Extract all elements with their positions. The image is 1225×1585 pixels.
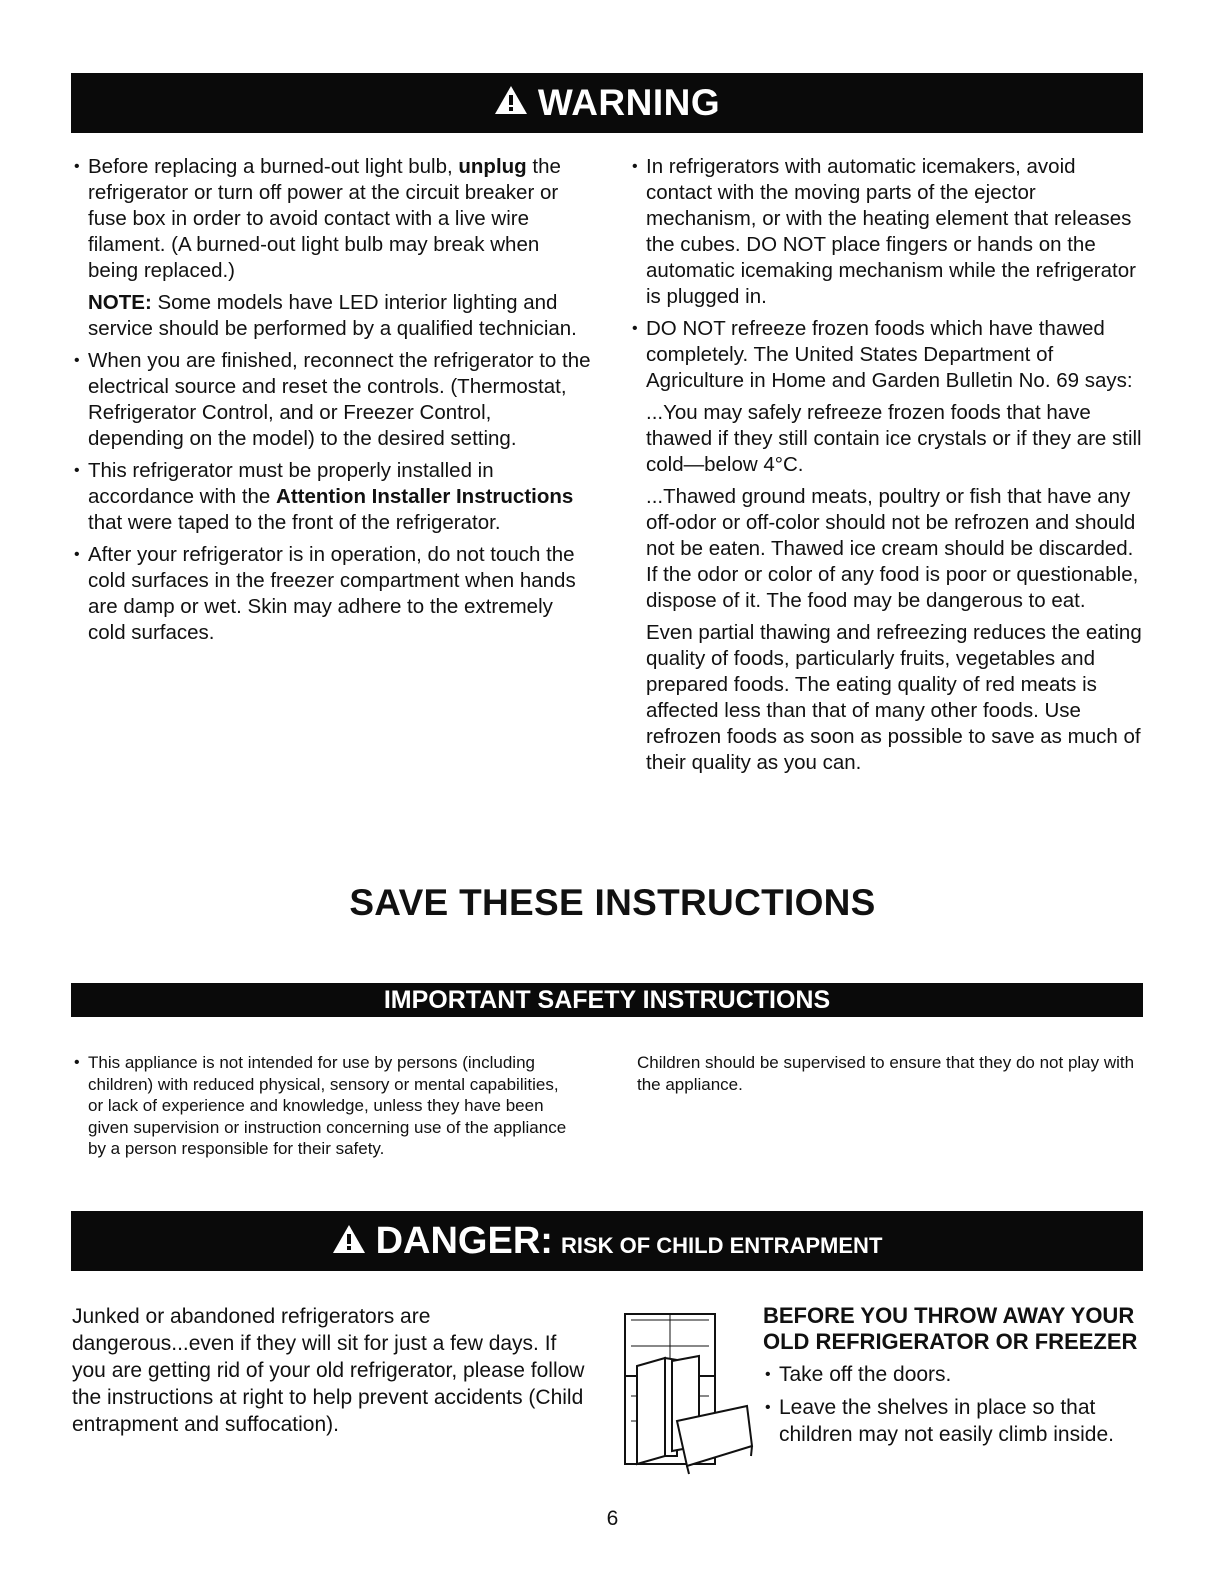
warning-note: NOTE: Some models have LED interior lighting and service should be performed by a qualified technician. <box>88 291 577 340</box>
danger-instructions-heading: BEFORE YOU THROW AWAY YOUR OLD REFRIGERATOR OR FREEZER <box>763 1303 1138 1354</box>
danger-instructions <box>763 1303 1148 1454</box>
warning-title: WARNING <box>537 82 721 123</box>
important-item-appliance-use: • This appliance is not intended for use by persons (including children) with reduced physical, sensory or mental capabilities, or lack of experience and knowledge, unless they have been given supervision or instruction concerning use of the appliance by a person responsible for their safety. <box>72 1052 577 1160</box>
quote-refreeze-safe: ...You may safely refreeze frozen foods that have thawed if they still contain ice crystals or if they are still cold—below 4°C. <box>646 401 1142 476</box>
warning-item-refreeze: • DO NOT refreeze frozen foods which have thawed completely. The United States Department of Agriculture in Home and Garden Bulletin No. 69 says: <box>630 316 1145 394</box>
quote-eating-quality: Even partial thawing and refreezing reduces the eating quality of foods, particularly fruits, vegetables and prepared foods. The eating quality of red meats is affected less than that of many other foods. Use refrozen foods as soon as possible to save as much of their quality as you can. <box>646 621 1142 774</box>
important-safety-banner: IMPORTANT SAFETY INSTRUCTIONS <box>71 983 1143 1017</box>
important-left-text <box>72 1052 577 1166</box>
danger-bullet-doors: • Take off the doors. <box>763 1361 1148 1388</box>
page-number: 6 <box>606 1507 619 1530</box>
warning-item-cold-surfaces: • After your refrigerator is in operation, do not touch the cold surfaces in the freezer compartment when hands are damp or wet. Skin may adhere to the extremely cold surfaces. <box>72 542 592 646</box>
danger-intro-paragraph: Junked or abandoned refrigerators are dangerous...even if they will sit for just a few days. If you are getting rid of your old refrigerator, please follow the instructions at right to help prevent accidents (Child entrapment and suffocation). <box>72 1305 585 1436</box>
important-right-text <box>637 1052 1142 1101</box>
refrigerator-illustration <box>617 1306 755 1478</box>
quote-thawed-meats: ...Thawed ground meats, poultry or fish that have any off-odor or off-color should not be refrozen and should not be eaten. Thawed ice cream should be discarded. If the odor or color of any food is poor or questionable, dispose of it. The food may be dangerous to eat. <box>646 485 1139 612</box>
warning-item-light-bulb: • Before replacing a burned-out light bulb, unplug the refrigerator or turn off power at the circuit breaker or fuse box in order to avoid contact with a live wire filament. (A burned-out light bulb may break when being replaced.) <box>72 154 592 284</box>
danger-triangle-icon <box>332 1224 366 1259</box>
warning-banner <box>71 73 1143 133</box>
danger-title: DANGER: <box>375 1219 553 1262</box>
danger-banner <box>71 1211 1143 1271</box>
danger-intro-text <box>72 1303 592 1444</box>
danger-bullet-shelves: • Leave the shelves in place so that children may not easily climb inside. <box>763 1394 1148 1448</box>
warning-item-install: • This refrigerator must be properly installed in accordance with the Attention Installer Instructions that were taped to the front of the refrigerator. <box>72 458 592 536</box>
danger-subtitle: RISK OF CHILD ENTRAPMENT <box>560 1233 883 1258</box>
warning-item-icemaker: • In refrigerators with automatic icemakers, avoid contact with the moving parts of the ejector mechanism, or with the heating element that releases the cubes. DO NOT place fingers or hands on the automatic icemaking mechanism while the refrigerator is plugged in. <box>630 154 1145 310</box>
warning-right-column <box>630 154 1145 782</box>
warning-left-column <box>72 154 592 652</box>
warning-triangle-icon <box>494 82 528 124</box>
important-item-children: Children should be supervised to ensure that they do not play with the appliance. <box>637 1053 1135 1094</box>
save-instructions-heading: SAVE THESE INSTRUCTIONS <box>349 882 876 923</box>
warning-item-reconnect: • When you are finished, reconnect the refrigerator to the electrical source and reset the controls. (Thermostat, Refrigerator Control, and or Freezer Control, depending on the model) to the desired setting. <box>72 348 592 452</box>
